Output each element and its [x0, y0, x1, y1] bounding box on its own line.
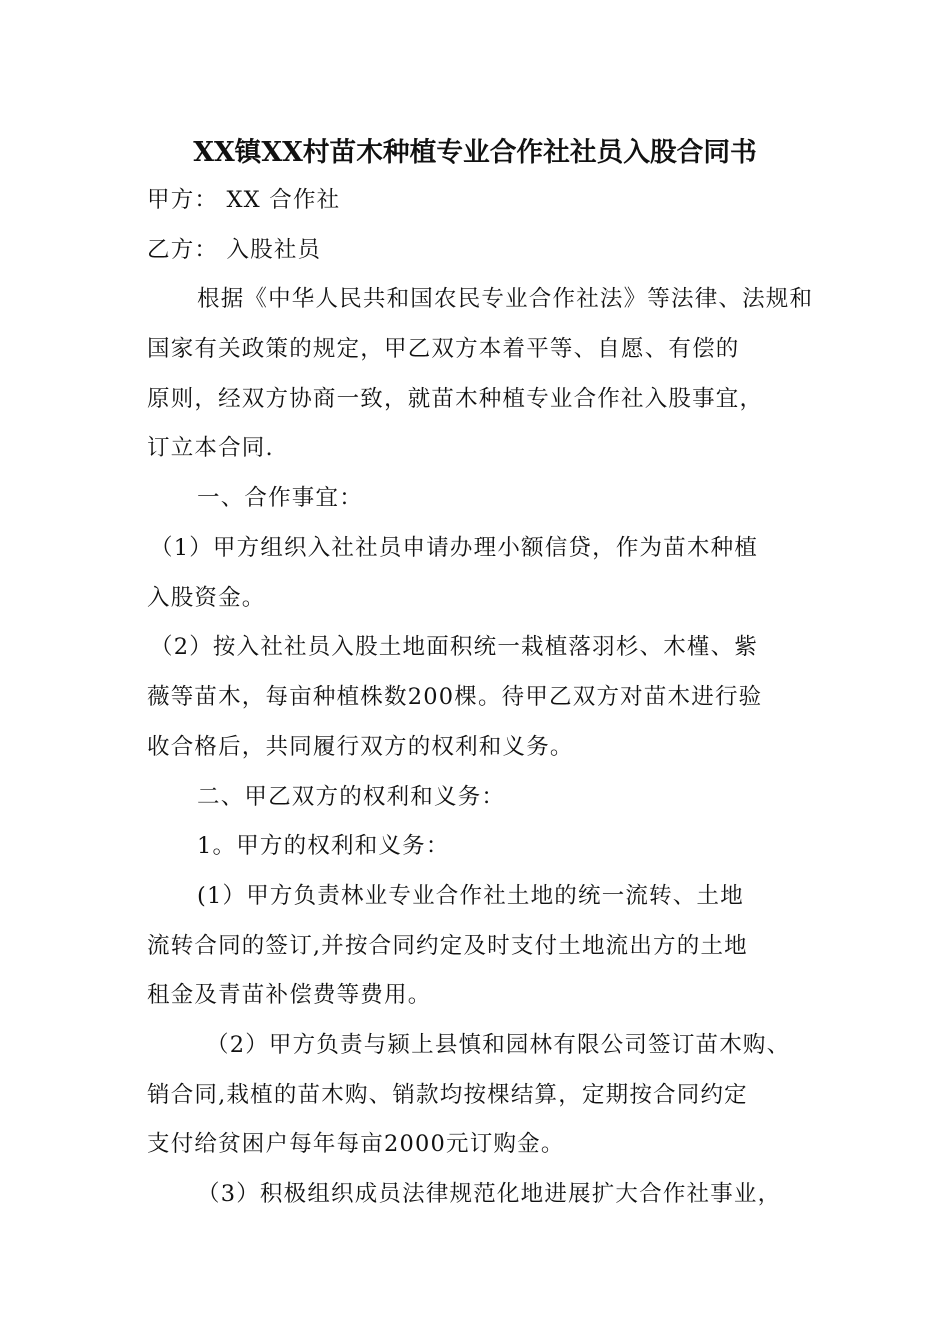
paragraph-line: 收合格后，共同履行双方的权利和义务。 [147, 734, 574, 760]
paragraph-line: 入股资金。 [147, 585, 266, 611]
document-title: XX镇XX村苗木种植专业合作社社员入股合同书 [193, 137, 757, 168]
party-b-line: 乙方： 入股社员 [147, 237, 322, 263]
paragraph-line: （2）按入社社员入股土地面积统一栽植落羽杉、木槿、紫 [150, 634, 759, 660]
paragraph-line: 租金及青苗补偿费等费用。 [147, 982, 432, 1008]
paragraph-line: 支付给贫困户每年每亩2000元订购金。 [147, 1131, 565, 1157]
subsection-heading: 1。甲方的权利和义务： [197, 833, 450, 859]
party-a-line: 甲方： XX 合作社 [147, 187, 341, 213]
paragraph-line: 订立本合同. [147, 435, 274, 461]
paragraph-line: 流转合同的签订,并按合同约定及时支付土地流出方的土地 [147, 933, 748, 959]
paragraph-line: （3）积极组织成员法律规范化地进展扩大合作社事业， [197, 1181, 782, 1207]
paragraph-line: (1）甲方负责林业专业合作社土地的统一流转、土地 [197, 883, 744, 909]
section-heading: 一、合作事宜： [197, 485, 363, 511]
paragraph-line: 销合同,栽植的苗木购、销款均按棵结算，定期按合同约定 [147, 1082, 748, 1108]
paragraph-line: 国家有关政策的规定，甲乙双方本着平等、自愿、有偿的 [147, 336, 740, 362]
paragraph-line: 根据《中华人民共和国农民专业合作社法》等法律、法规和 [197, 286, 814, 312]
paragraph-line: 原则，经双方协商一致，就苗木种植专业合作社入股事宜， [147, 386, 764, 412]
paragraph-line: （1）甲方组织入社社员申请办理小额信贷，作为苗木种植 [150, 535, 759, 561]
section-heading: 二、甲乙双方的权利和义务： [197, 784, 506, 810]
paragraph-line: 薇等苗木，每亩种植株数200棵。待甲乙双方对苗木进行验 [147, 684, 763, 710]
paragraph-line: （2）甲方负责与颍上县慎和园林有限公司签订苗木购、 [206, 1032, 791, 1058]
